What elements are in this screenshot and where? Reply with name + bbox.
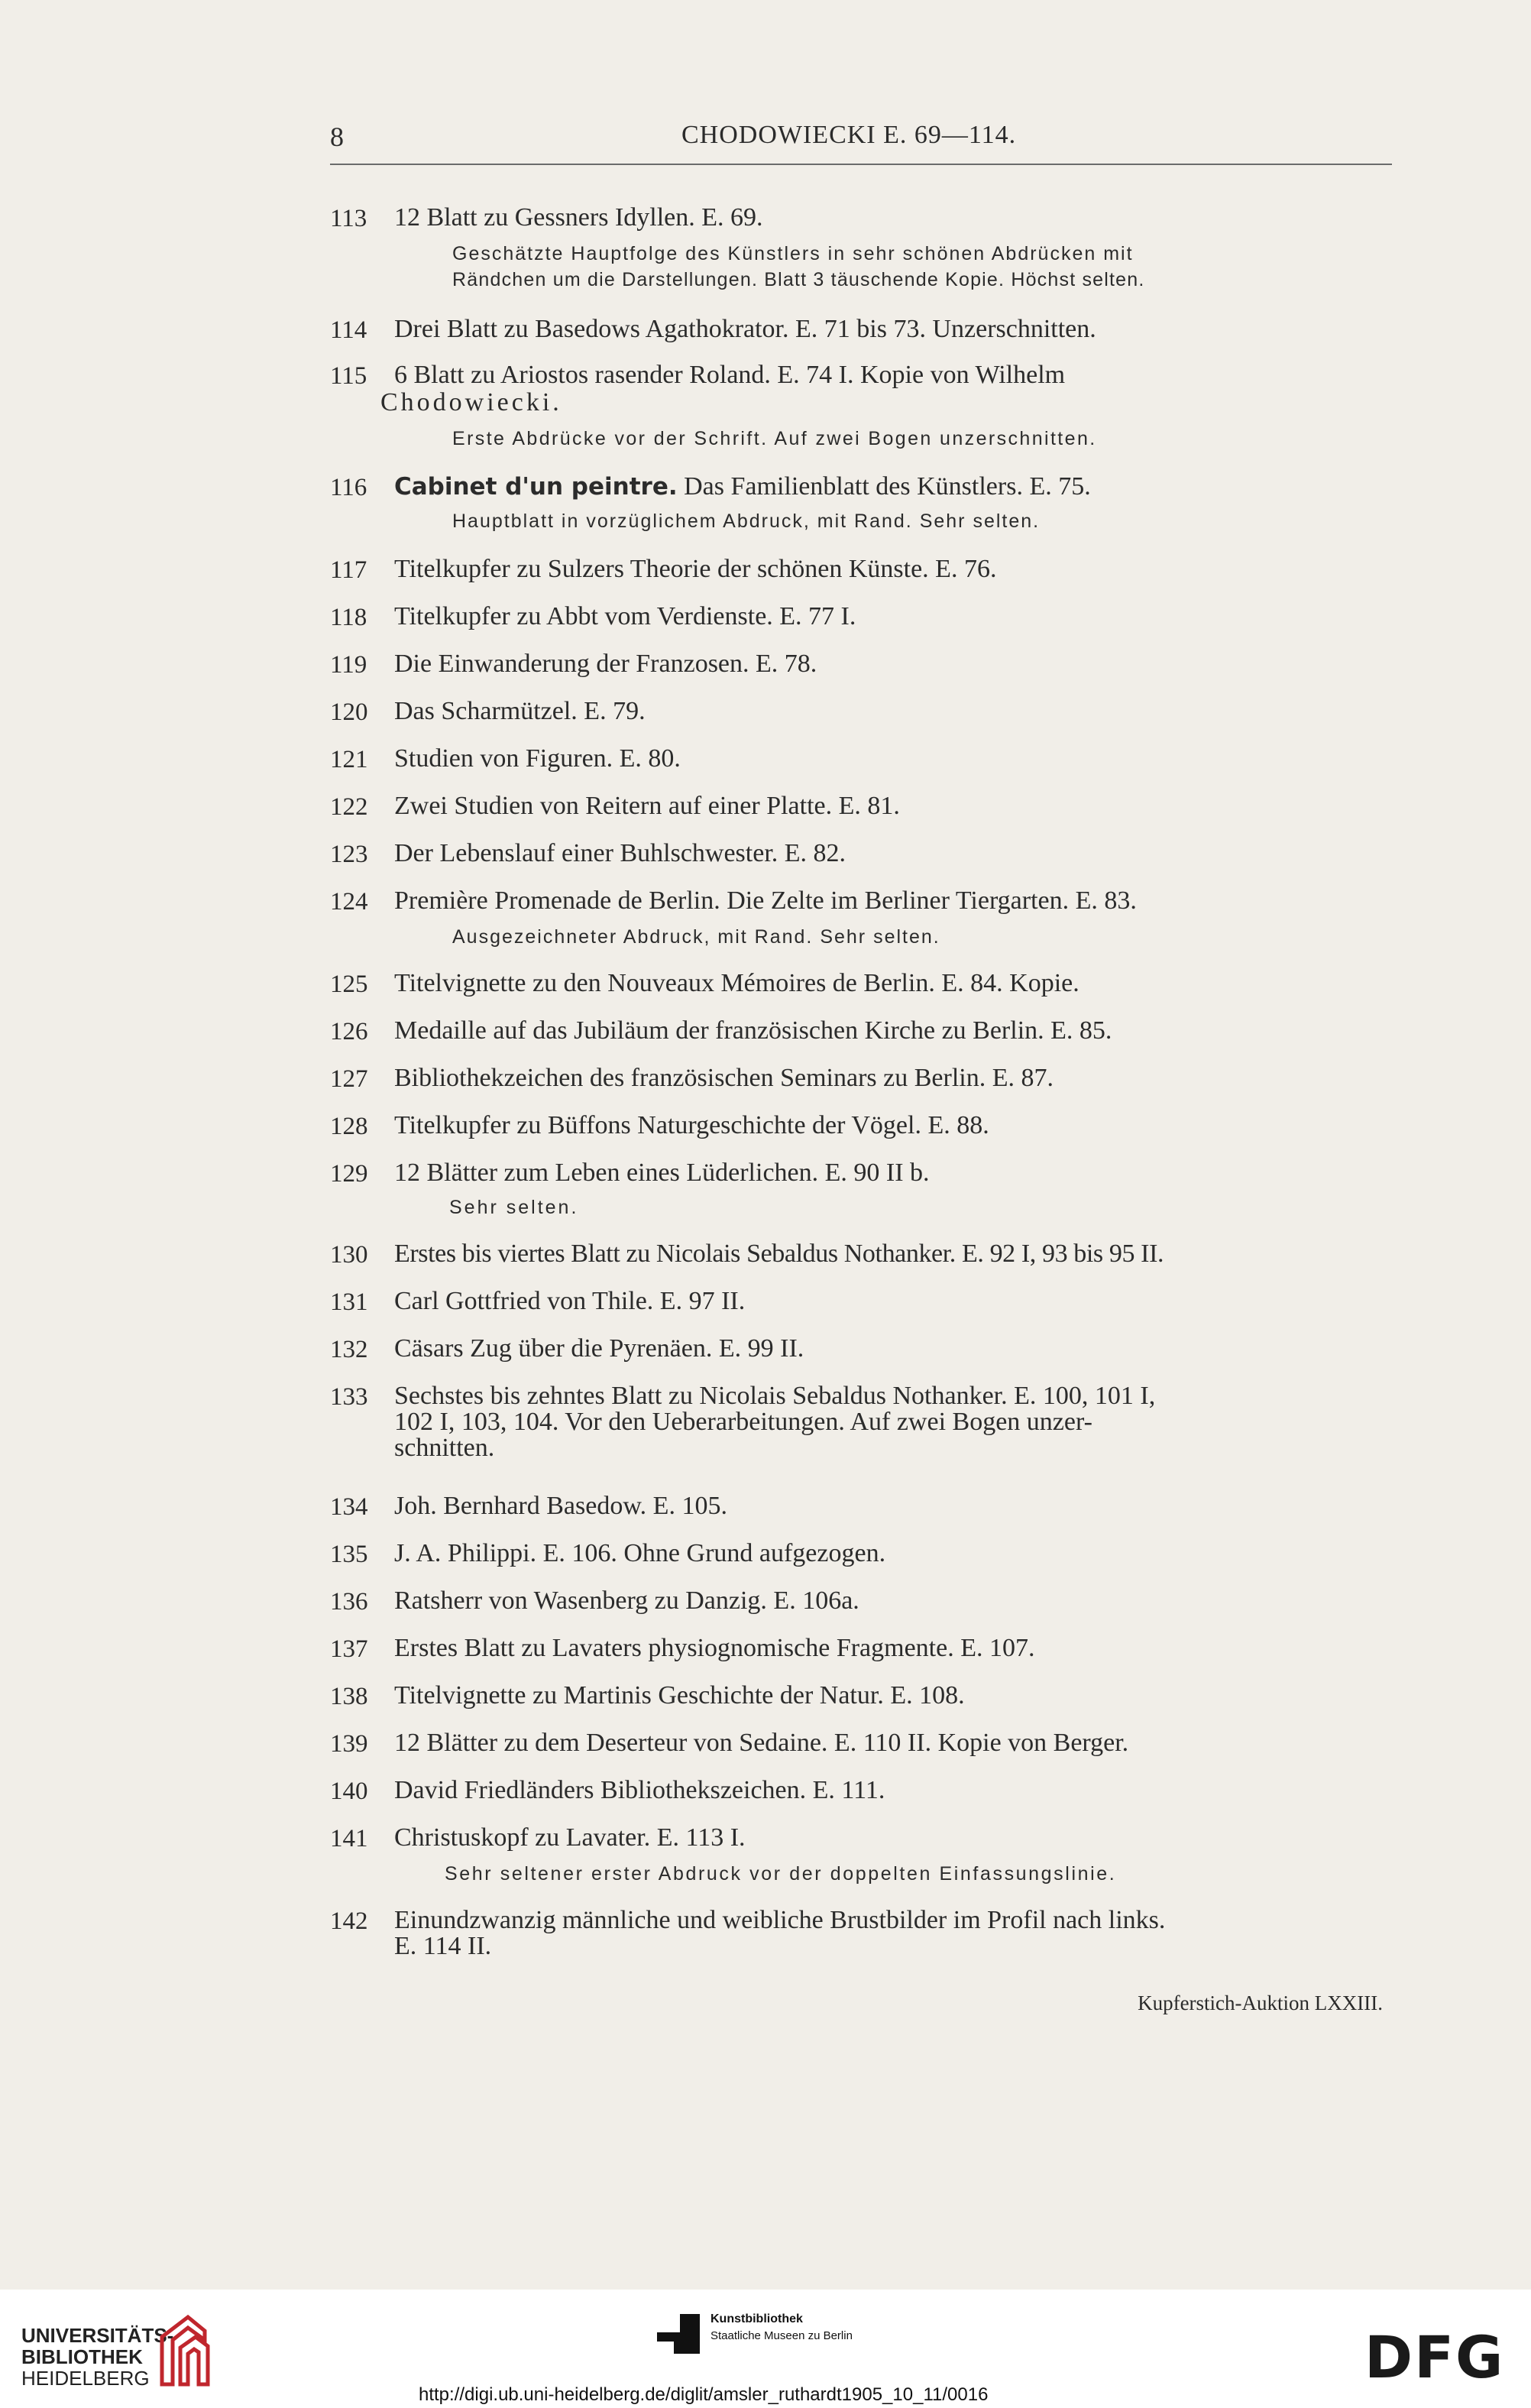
- university-library-logo-text: [21, 2325, 173, 2389]
- entry-number: 129: [330, 1160, 368, 1188]
- entry-title: Carl Gottfried von Thile. E. 97 II.: [394, 1287, 746, 1315]
- entry-number: 118: [330, 604, 367, 631]
- entry-number: 120: [330, 698, 368, 726]
- entry-number: 136: [330, 1588, 368, 1616]
- entry-note: Ausgezeichneter Abdruck, mit Rand. Sehr selten.: [452, 926, 940, 948]
- entry-title: 12 Blätter zu dem Deserteur von Sedaine. E. 110 II. Kopie von Berger.: [394, 1729, 1129, 1757]
- entry-title: Sechstes bis zehntes Blatt zu Nicolais Sebaldus Nothanker. E. 100, 101 I,: [394, 1382, 1156, 1410]
- entry-title-continued: Chodowiecki.: [380, 388, 562, 416]
- entry-title-continued: schnitten.: [394, 1434, 495, 1462]
- entry-title: Einundzwanzig männliche und weibliche Brustbilder im Profil nach links.: [394, 1906, 1166, 1934]
- entry-number: 122: [330, 793, 368, 821]
- entry-title: Titelvignette zu den Nouveaux Mémoires de Berlin. E. 84. Kopie.: [394, 969, 1079, 997]
- entry-title: Bibliothekzeichen des französischen Seminars zu Berlin. E. 87.: [394, 1064, 1054, 1092]
- entry-title-bold: Cabinet d'un peintre.: [394, 473, 678, 501]
- entry-number: 140: [330, 1778, 368, 1805]
- entry-title: Titelkupfer zu Büffons Naturgeschichte der Vögel. E. 88.: [394, 1111, 989, 1139]
- entry-number: 124: [330, 888, 368, 916]
- entry-number: 133: [330, 1383, 368, 1411]
- kunstbibliothek-text: [710, 2311, 853, 2345]
- entry-note: Erste Abdrücke vor der Schrift. Auf zwei Bogen unzerschnitten.: [452, 428, 1097, 449]
- entry-title: 6 Blatt zu Ariostos rasender Roland. E. 74 I. Kopie von Wilhelm: [394, 361, 1066, 389]
- entry-number: 130: [330, 1241, 368, 1269]
- catalog-reference: Kupferstich-Auktion LXXIII.: [1138, 1992, 1383, 2014]
- entry-title: J. A. Philippi. E. 106. Ohne Grund aufgezogen.: [394, 1539, 886, 1567]
- entry-title: David Friedländers Bibliothekszeichen. E. 111.: [394, 1776, 885, 1804]
- entry-number: 141: [330, 1825, 368, 1852]
- entry-number: 134: [330, 1493, 368, 1521]
- entry-note: Geschätzte Hauptfolge des Künstlers in sehr schönen Abdrücken mit: [452, 243, 1134, 264]
- entry-number: 126: [330, 1018, 368, 1045]
- entry-note: Sehr seltener erster Abdruck vor der doppelten Einfassungslinie.: [445, 1863, 1117, 1885]
- entry-title: Das Familienblatt des Künstlers. E. 75.: [684, 472, 1091, 501]
- uni-line-1: UNIVERSITÄTS-: [21, 2324, 174, 2347]
- uni-line-3: HEIDELBERG: [21, 2367, 150, 2390]
- page-number: 8: [330, 122, 344, 152]
- dfg-logo: DFG: [1364, 2323, 1505, 2391]
- entry-number: 115: [330, 362, 367, 390]
- entry-title-continued: E. 114 II.: [394, 1932, 492, 1960]
- header-rule: [330, 164, 1392, 165]
- entry-title: Medaille auf das Jubiläum der französischen Kirche zu Berlin. E. 85.: [394, 1016, 1112, 1045]
- entry-number: 116: [330, 474, 367, 501]
- entry-number: 138: [330, 1683, 368, 1710]
- entry-title: Titelvignette zu Martinis Geschichte der Natur. E. 108.: [394, 1681, 965, 1710]
- entry-number: 113: [330, 205, 367, 232]
- entry-number: 114: [330, 316, 367, 344]
- entry-note: Rändchen um die Darstellungen. Blatt 3 täuschende Kopie. Höchst selten.: [452, 269, 1145, 290]
- entry-number: 131: [330, 1288, 368, 1316]
- entry-title: Titelkupfer zu Abbt vom Verdienste. E. 77 I.: [394, 602, 856, 630]
- entry-number: 135: [330, 1541, 368, 1568]
- entry-title: Titelkupfer zu Sulzers Theorie der schönen Künste. E. 76.: [394, 555, 997, 583]
- entry-number: 125: [330, 971, 368, 998]
- entry-number: 142: [330, 1907, 368, 1935]
- entry-title: Erstes Blatt zu Lavaters physiognomische Fragmente. E. 107.: [394, 1634, 1035, 1662]
- entry-note: Hauptblatt in vorzüglichem Abdruck, mit Rand. Sehr selten.: [452, 510, 1041, 532]
- entry-number: 139: [330, 1730, 368, 1758]
- entry-title: Die Einwanderung der Franzosen. E. 78.: [394, 650, 817, 678]
- entry-title: Drei Blatt zu Basedows Agathokrator. E. 71 bis 73. Unzerschnitten.: [394, 315, 1096, 343]
- entry-number: 121: [330, 746, 368, 773]
- entry-title: 12 Blatt zu Gessners Idyllen. E. 69.: [394, 203, 763, 232]
- entry-number: 117: [330, 556, 367, 584]
- entry-number: 132: [330, 1336, 368, 1363]
- kb-line-1: Kunstbibliothek: [710, 2312, 803, 2325]
- entry-title: Christuskopf zu Lavater. E. 113 I.: [394, 1823, 746, 1852]
- entry-title: Der Lebenslauf einer Buhlschwester. E. 82.: [394, 839, 846, 867]
- entry-title: Première Promenade de Berlin. Die Zelte im Berliner Tiergarten. E. 83.: [394, 886, 1137, 915]
- entry-title: Ratsherr von Wasenberg zu Danzig. E. 106a.: [394, 1586, 859, 1615]
- entry-number: 137: [330, 1635, 368, 1663]
- entry-note: Sehr selten.: [449, 1197, 579, 1218]
- entry-title-continued: 102 I, 103, 104. Vor den Ueberarbeitungen. Auf zwei Bogen unzer-: [394, 1408, 1092, 1436]
- entry-title: Das Scharmützel. E. 79.: [394, 697, 646, 725]
- entry-title: Zwei Studien von Reitern auf einer Platte. E. 81.: [394, 792, 900, 820]
- entry-title: 12 Blätter zum Leben eines Lüderlichen. E. 90 II b.: [394, 1159, 930, 1187]
- entry-number: 119: [330, 651, 367, 679]
- entry-number: 128: [330, 1113, 368, 1140]
- entry-title: Cäsars Zug über die Pyrenäen. E. 99 II.: [394, 1334, 804, 1363]
- entry-number: 123: [330, 841, 368, 868]
- university-library-emblem-icon: [157, 2308, 211, 2392]
- permalink-url[interactable]: http://digi.ub.uni-heidelberg.de/diglit/amsler_ruthardt1905_10_11/0016: [419, 2384, 989, 2405]
- entry-number: 127: [330, 1065, 368, 1093]
- uni-line-2: BIBLIOTHEK: [21, 2345, 143, 2368]
- entry-title: Joh. Bernhard Basedow. E. 105.: [394, 1492, 727, 1520]
- entry-title: Studien von Figuren. E. 80.: [394, 744, 681, 773]
- kunstbibliothek-logo-icon: [654, 2309, 703, 2358]
- running-title: CHODOWIECKI E. 69—114.: [681, 121, 1017, 149]
- kb-line-2: Staatliche Museen zu Berlin: [710, 2329, 853, 2342]
- entry-title: Erstes bis viertes Blatt zu Nicolais Sebaldus Nothanker. E. 92 I, 93 bis 95 II.: [394, 1240, 1164, 1268]
